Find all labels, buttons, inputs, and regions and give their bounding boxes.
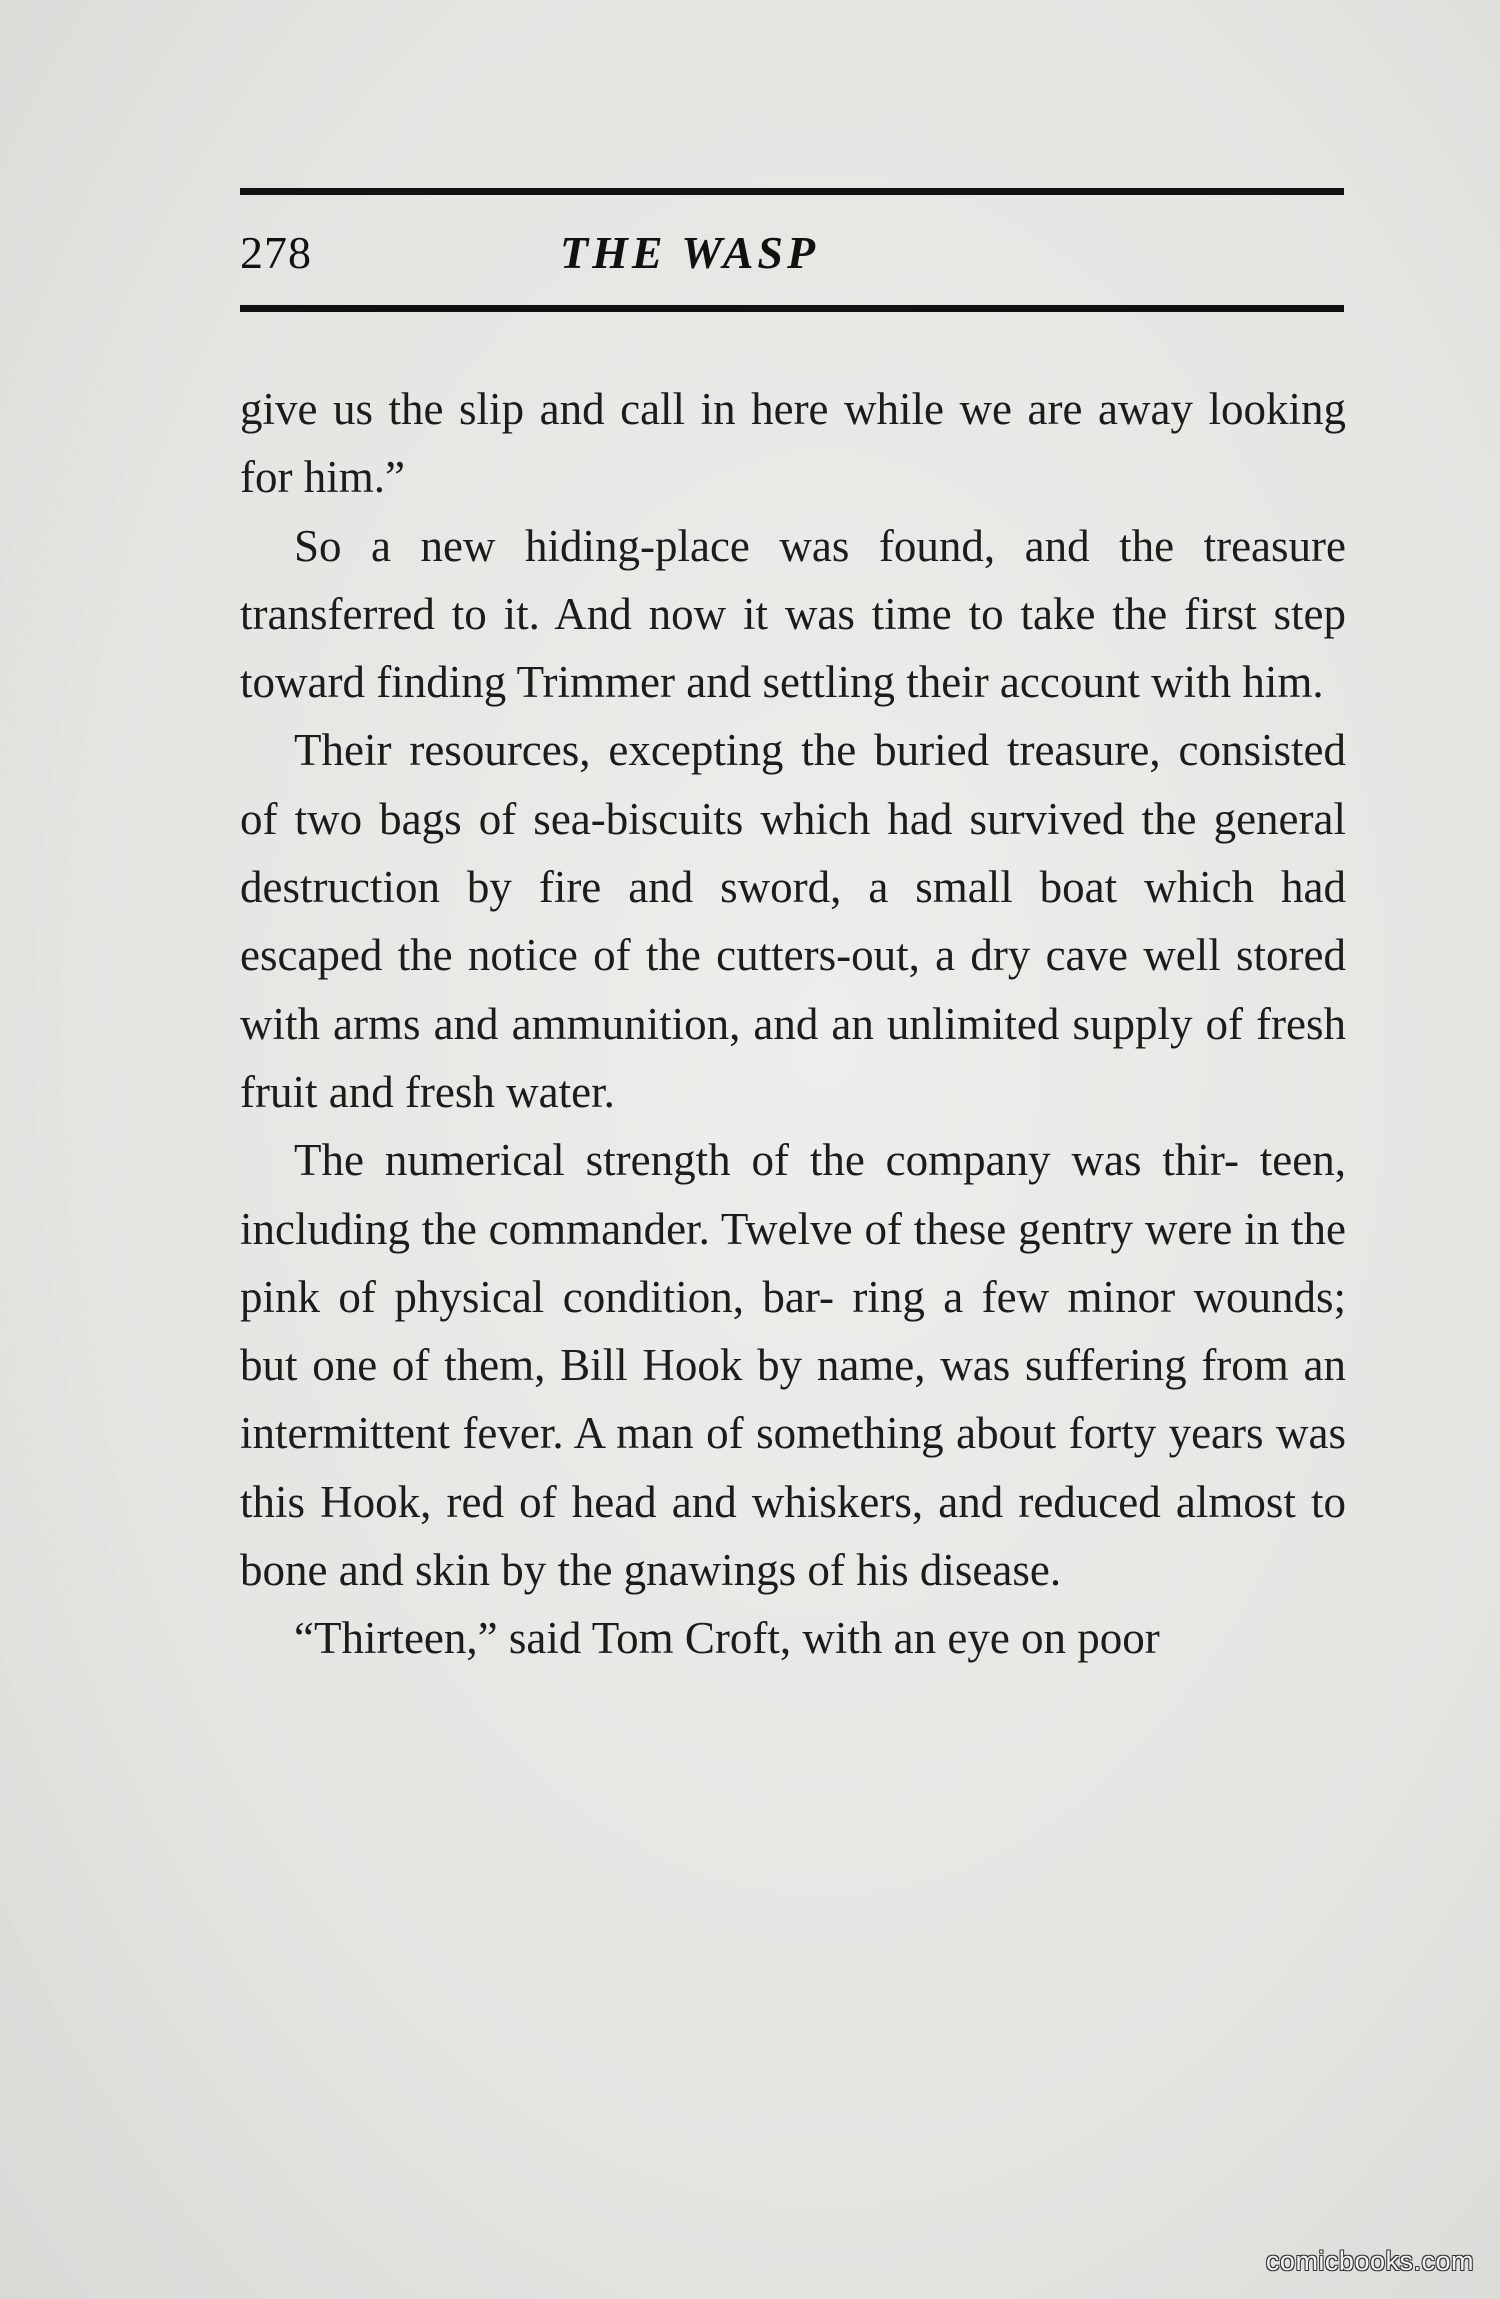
paragraph-1: give us the slip and call in here while we are away looking for him.”	[240, 384, 1346, 503]
header-bottom-rule	[240, 305, 1344, 312]
header-top-rule	[240, 188, 1344, 195]
paragraph-2: So a new hiding-place was found, and the treasure transferred to it. And now it was time to take the first step toward finding Trimmer and settling their account with him.	[240, 520, 1346, 708]
body-text	[240, 375, 1346, 1673]
running-title: THE WASP	[560, 227, 820, 278]
paragraph-4: The numerical strength of the company was thir- teen, including the commander. Twelve of these gentry were in the pink of physical condition, bar- ring a few minor wounds; but one of them, Bill Hook by name, was suffering from an intermittent fever. A man of something about forty years was this Hook, red of head and whiskers, and reduced almost to bone and skin by the gnawings of his disease.	[240, 1135, 1346, 1596]
watermark: comicbooks.com	[1265, 2246, 1474, 2276]
page-number: 278	[240, 227, 312, 278]
paragraph-3: Their resources, excepting the buried treasure, consisted of two bags of sea-biscuits which had survived the general destruction by fire and sword, a small boat which had escaped the notice of the cutters-out, a dry cave well stored with arms and ammunition, and an unlimited supply of fresh fruit and fresh water.	[240, 725, 1346, 1117]
paragraph-5: “Thirteen,” said Tom Croft, with an eye on poor	[294, 1613, 1160, 1664]
